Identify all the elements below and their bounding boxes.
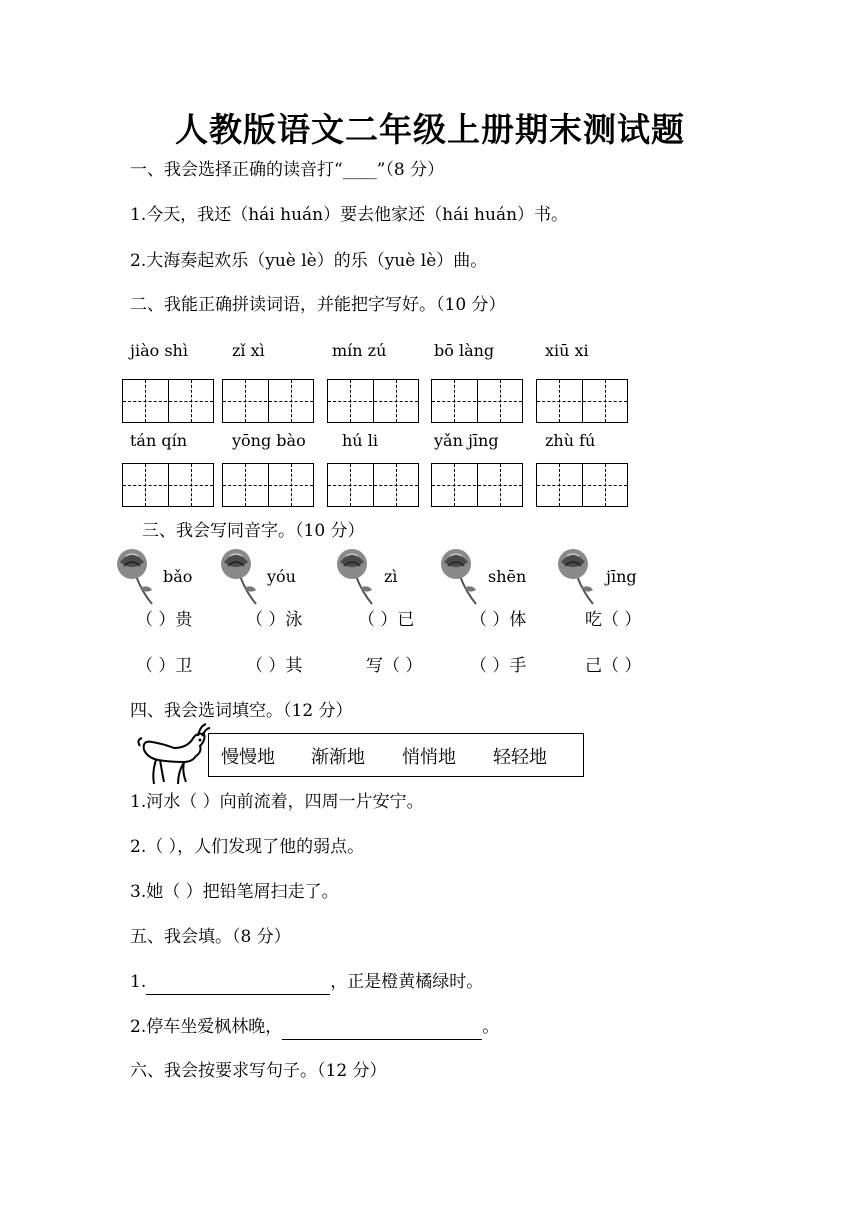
- word-option: 慢慢地: [221, 747, 275, 768]
- section-5-question-1[interactable]: [130, 970, 483, 995]
- pinyin-label: yǎn jīng: [434, 431, 499, 450]
- pinyin-label: yóu: [267, 567, 296, 586]
- pinyin-label: jīng: [606, 567, 637, 586]
- page-title: 人教版语文二年级上册期末测试题: [175, 110, 685, 149]
- goat-icon: [134, 722, 212, 792]
- section-4-question-3[interactable]: 3.她（ ）把铅笔屑扫走了。: [130, 882, 339, 902]
- pinyin-label: hú li: [342, 431, 378, 450]
- question-prefix: 1.: [130, 972, 147, 992]
- writing-grid[interactable]: [122, 463, 214, 507]
- writing-grid[interactable]: [122, 379, 214, 423]
- fill-blank[interactable]: （ ）泳: [246, 610, 303, 630]
- fill-blank[interactable]: （ ）体: [470, 610, 527, 630]
- writing-grid[interactable]: [222, 379, 314, 423]
- writing-grid[interactable]: [327, 379, 419, 423]
- writing-grid[interactable]: [431, 463, 523, 507]
- rose-icon: [332, 546, 380, 606]
- writing-grid[interactable]: [536, 379, 628, 423]
- rose-icon: [216, 546, 264, 606]
- word-option: 轻轻地: [493, 747, 547, 768]
- pinyin-label: jiào shì: [130, 341, 188, 360]
- section-1-question-1: 1.今天，我还（hái huán）要去他家还（hái huán）书。: [130, 205, 569, 225]
- question-suffix: ，正是橙黄橘绿时。: [330, 972, 484, 992]
- fill-blank[interactable]: （ ）其: [246, 656, 303, 676]
- section-6-heading: 六、我会按要求写句子。（12 分）: [130, 1061, 387, 1081]
- fill-blank[interactable]: 写（ ）: [366, 656, 423, 676]
- question-prefix: 2.停车坐爱枫林晚，: [130, 1017, 283, 1037]
- pinyin-label: zǐ xì: [232, 341, 265, 360]
- writing-grid[interactable]: [222, 463, 314, 507]
- pinyin-label: yōng bào: [232, 431, 306, 450]
- section-3-heading: 三、我会写同音字。（10 分）: [142, 521, 365, 541]
- section-5-heading: 五、我会填。（8 分）: [130, 927, 291, 947]
- section-1-question-2: 2.大海奏起欢乐（yuè lè）的乐（yuè lè）曲。: [130, 251, 488, 271]
- pinyin-label: tán qín: [130, 431, 188, 450]
- fill-blank[interactable]: （ ）贵: [136, 610, 193, 630]
- answer-blank[interactable]: [282, 1015, 482, 1040]
- writing-grid[interactable]: [431, 379, 523, 423]
- pinyin-label: xiū xi: [545, 341, 589, 360]
- section-5-question-2[interactable]: [130, 1015, 499, 1040]
- fill-blank[interactable]: 己（ ）: [585, 656, 642, 676]
- rose-icon: [112, 546, 160, 606]
- pinyin-label: bǎo: [163, 567, 193, 586]
- pinyin-label: mín zú: [332, 341, 387, 360]
- section-1-heading: 一、我会选择正确的读音打“____”（8 分）: [130, 160, 445, 180]
- word-option: 渐渐地: [311, 747, 365, 768]
- pinyin-label: shēn: [488, 567, 527, 586]
- rose-icon: [436, 546, 484, 606]
- fill-blank[interactable]: 吃（ ）: [585, 610, 642, 630]
- pinyin-label: bō làng: [434, 341, 495, 360]
- word-bank-box: [208, 733, 584, 777]
- section-4-heading: 四、我会选词填空。（12 分）: [130, 701, 353, 721]
- question-suffix: 。: [482, 1017, 500, 1037]
- fill-blank[interactable]: （ ）卫: [136, 656, 193, 676]
- pinyin-label: zì: [384, 567, 398, 586]
- fill-blank[interactable]: （ ）手: [470, 656, 527, 676]
- answer-blank[interactable]: [146, 970, 330, 995]
- rose-icon: [553, 546, 601, 606]
- writing-grid[interactable]: [536, 463, 628, 507]
- section-4-question-1[interactable]: 1.河水（ ）向前流着，四周一片安宁。: [130, 792, 424, 812]
- section-2-heading: 二、我能正确拼读词语，并能把字写好。（10 分）: [130, 295, 506, 315]
- section-4-question-2[interactable]: 2.（ ），人们发现了他的弱点。: [130, 837, 365, 857]
- word-option: 悄悄地: [402, 747, 456, 768]
- fill-blank[interactable]: （ ）已: [358, 610, 415, 630]
- writing-grid[interactable]: [327, 463, 419, 507]
- pinyin-label: zhù fú: [545, 431, 596, 450]
